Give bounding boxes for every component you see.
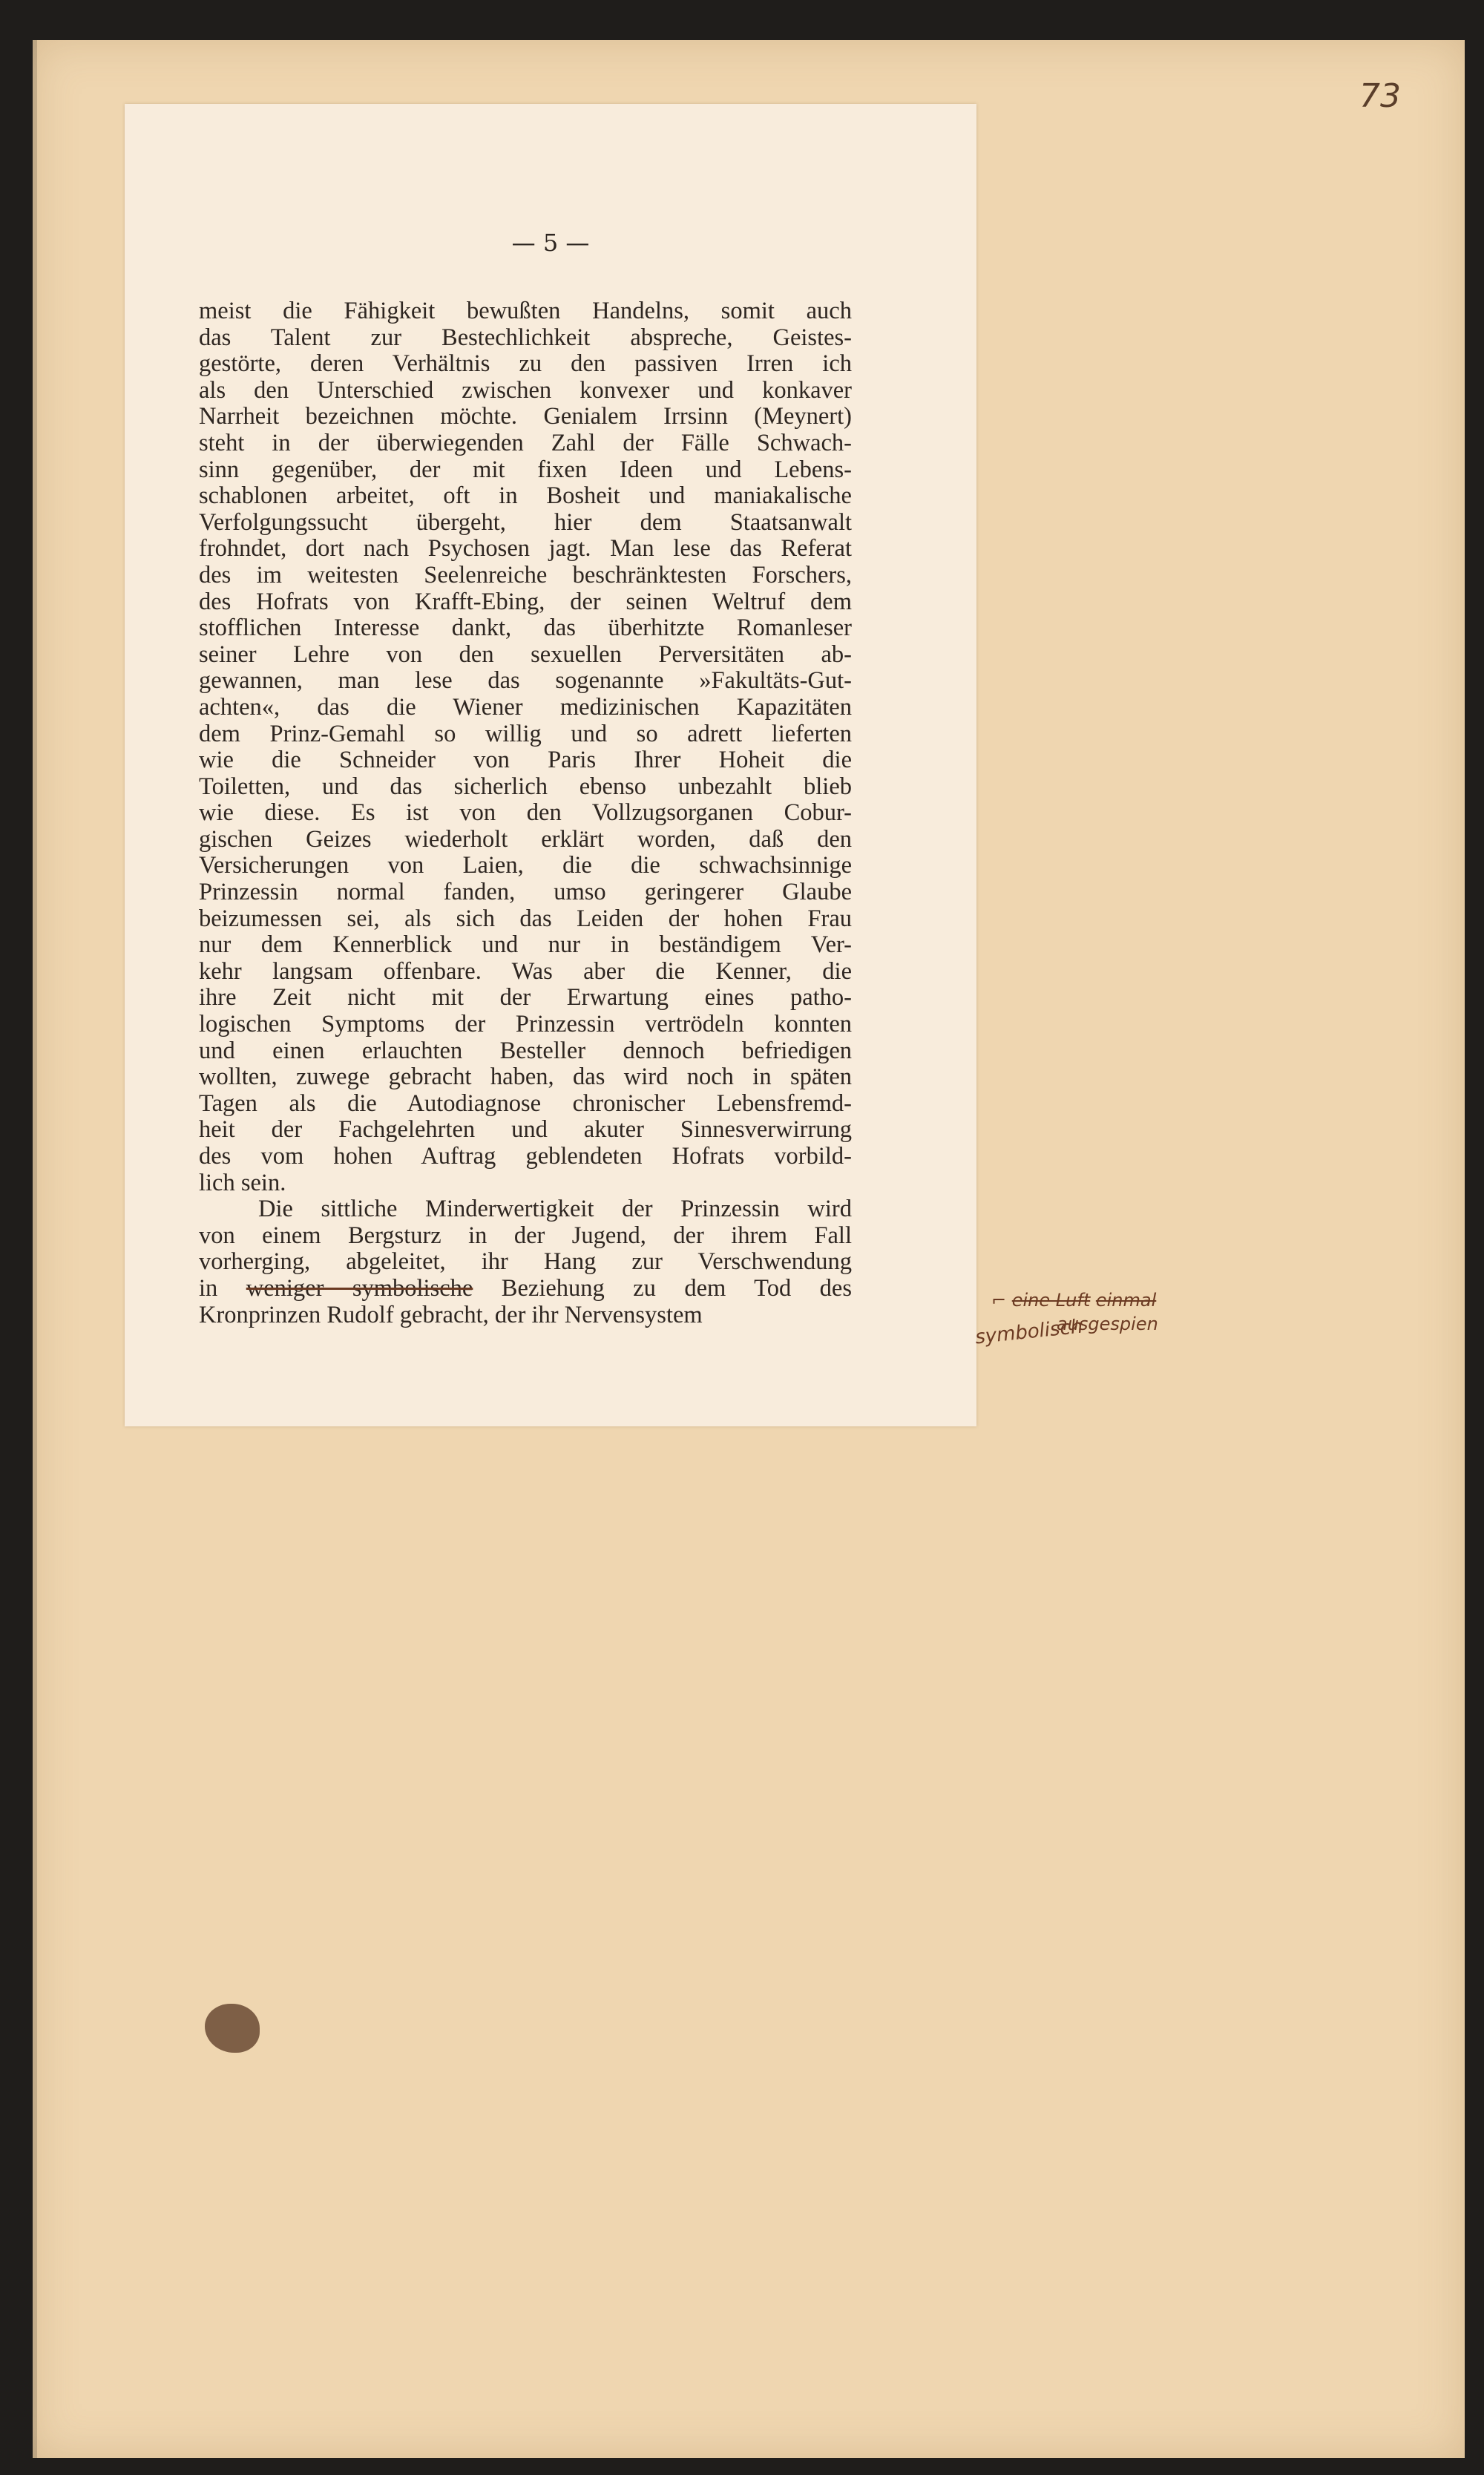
text-line: kehr langsam offenbare. Was aber die Kenner, die bbox=[199, 957, 852, 985]
text-line: Prinzessin normal fanden, umso geringerer Glaube bbox=[199, 879, 852, 906]
annotation-text: eine Luft bbox=[1011, 1290, 1091, 1311]
body-text bbox=[199, 298, 852, 1328]
text-line: das Talent zur Bestechlichkeit abspreche, Geistes- bbox=[199, 324, 852, 351]
text-line: beizumessen sei, als sich das Leiden der hohen Frau bbox=[199, 905, 852, 932]
struck-out-text: weniger symbolische bbox=[246, 1274, 473, 1302]
margin-annotation-symbolisch: symbolisch bbox=[974, 1315, 1084, 1349]
text-line: steht in der überwiegenden Zahl der Fälle Schwach- bbox=[199, 429, 852, 456]
text-line: des im weitesten Seelenreiche beschränktesten Forschers, bbox=[199, 561, 852, 589]
text-line: ihre Zeit nicht mit der Erwartung eines patho- bbox=[199, 984, 852, 1012]
text-line: Narrheit bezeichnen möchte. Genialem Irrsinn (Meynert) bbox=[199, 403, 852, 430]
text-line: dem Prinz-Gemahl so willig und so adrett lieferten bbox=[199, 720, 852, 747]
sheet-edge bbox=[33, 40, 37, 2458]
text-line: meist die Fähigkeit bewußten Handelns, somit auch bbox=[199, 298, 852, 324]
text-line: seiner Lehre von den sexuellen Perversitäten ab- bbox=[199, 640, 852, 668]
text-fragment: Beziehung zu dem Tod des bbox=[473, 1274, 852, 1302]
text-line: stofflichen Interesse dankt, das überhitzte Romanleser bbox=[199, 614, 852, 642]
text-line: Toiletten, und das sicherlich ebenso unbezahlt blieb bbox=[199, 773, 852, 800]
text-line: Tagen als die Autodiagnose chronischer Lebensfremd- bbox=[199, 1089, 852, 1117]
text-line: schablonen arbeitet, oft in Bosheit und maniakalische bbox=[199, 482, 852, 510]
text-line: wie diese. Es ist von den Vollzugsorganen Cobur- bbox=[199, 799, 852, 827]
text-line: und einen erlauchten Besteller dennoch befriedigen bbox=[199, 1037, 852, 1064]
text-line: achten«, das die Wiener medizinischen Kapazitäten bbox=[199, 693, 852, 721]
text-line: Verfolgungssucht übergeht, hier dem Staatsanwalt bbox=[199, 508, 852, 536]
text-line: Versicherungen von Laien, die die schwachsinnige bbox=[199, 852, 852, 879]
text-line: nur dem Kennerblick und nur in beständigem Ver- bbox=[199, 931, 852, 959]
text-line: wollten, zuwege gebracht haben, das wird noch in späten bbox=[199, 1063, 852, 1091]
text-line: des Hofrats von Krafft-Ebing, der seinen Weltruf dem bbox=[199, 588, 852, 615]
text-line-with-correction bbox=[199, 1276, 852, 1302]
text-line: lich sein. bbox=[199, 1169, 286, 1196]
annotation-text: ausgespien bbox=[1057, 1314, 1158, 1334]
annotation-text: einmal bbox=[1095, 1290, 1157, 1311]
text-line: Kronprinzen Rudolf gebracht, der ihr Nervensystem bbox=[199, 1301, 703, 1328]
folio-number: 73 bbox=[1359, 77, 1401, 115]
text-line: logischen Symptoms der Prinzessin vertrödeln konnten bbox=[199, 1011, 852, 1038]
page-number: — 5 — bbox=[511, 229, 590, 257]
text-line: gewannen, man lese das sogenannte »Fakultäts-Gut- bbox=[199, 667, 852, 695]
text-line: heit der Fachgelehrten und akuter Sinnesverwirrung bbox=[199, 1116, 852, 1144]
text-line: gestörte, deren Verhältnis zu den passiven Irren ich bbox=[199, 350, 852, 378]
text-line: frohndet, dort nach Psychosen jagt. Man lese das Referat bbox=[199, 535, 852, 563]
text-line: gischen Geizes wiederholt erklärt worden, daß den bbox=[199, 825, 852, 853]
text-line: wie die Schneider von Paris Ihrer Hoheit die bbox=[199, 747, 852, 774]
insertion-mark-icon: ⌐ bbox=[991, 1290, 1007, 1311]
text-line: des vom hohen Auftrag geblendeten Hofrats vorbild- bbox=[199, 1143, 852, 1170]
text-line: als den Unterschied zwischen konvexer und konkaver bbox=[199, 376, 852, 404]
margin-annotation-correction bbox=[991, 1290, 1158, 1334]
text-line: vorherging, abgeleitet, ihr Hang zur Verschwendung bbox=[199, 1248, 852, 1276]
text-fragment: in bbox=[199, 1274, 246, 1302]
text-line: sinn gegenüber, der mit fixen Ideen und Lebens- bbox=[199, 456, 852, 483]
text-line: Die sittliche Minderwertigkeit der Prinzessin wird bbox=[258, 1196, 852, 1223]
text-line: von einem Bergsturz in der Jugend, der ihrem Fall bbox=[199, 1222, 852, 1249]
